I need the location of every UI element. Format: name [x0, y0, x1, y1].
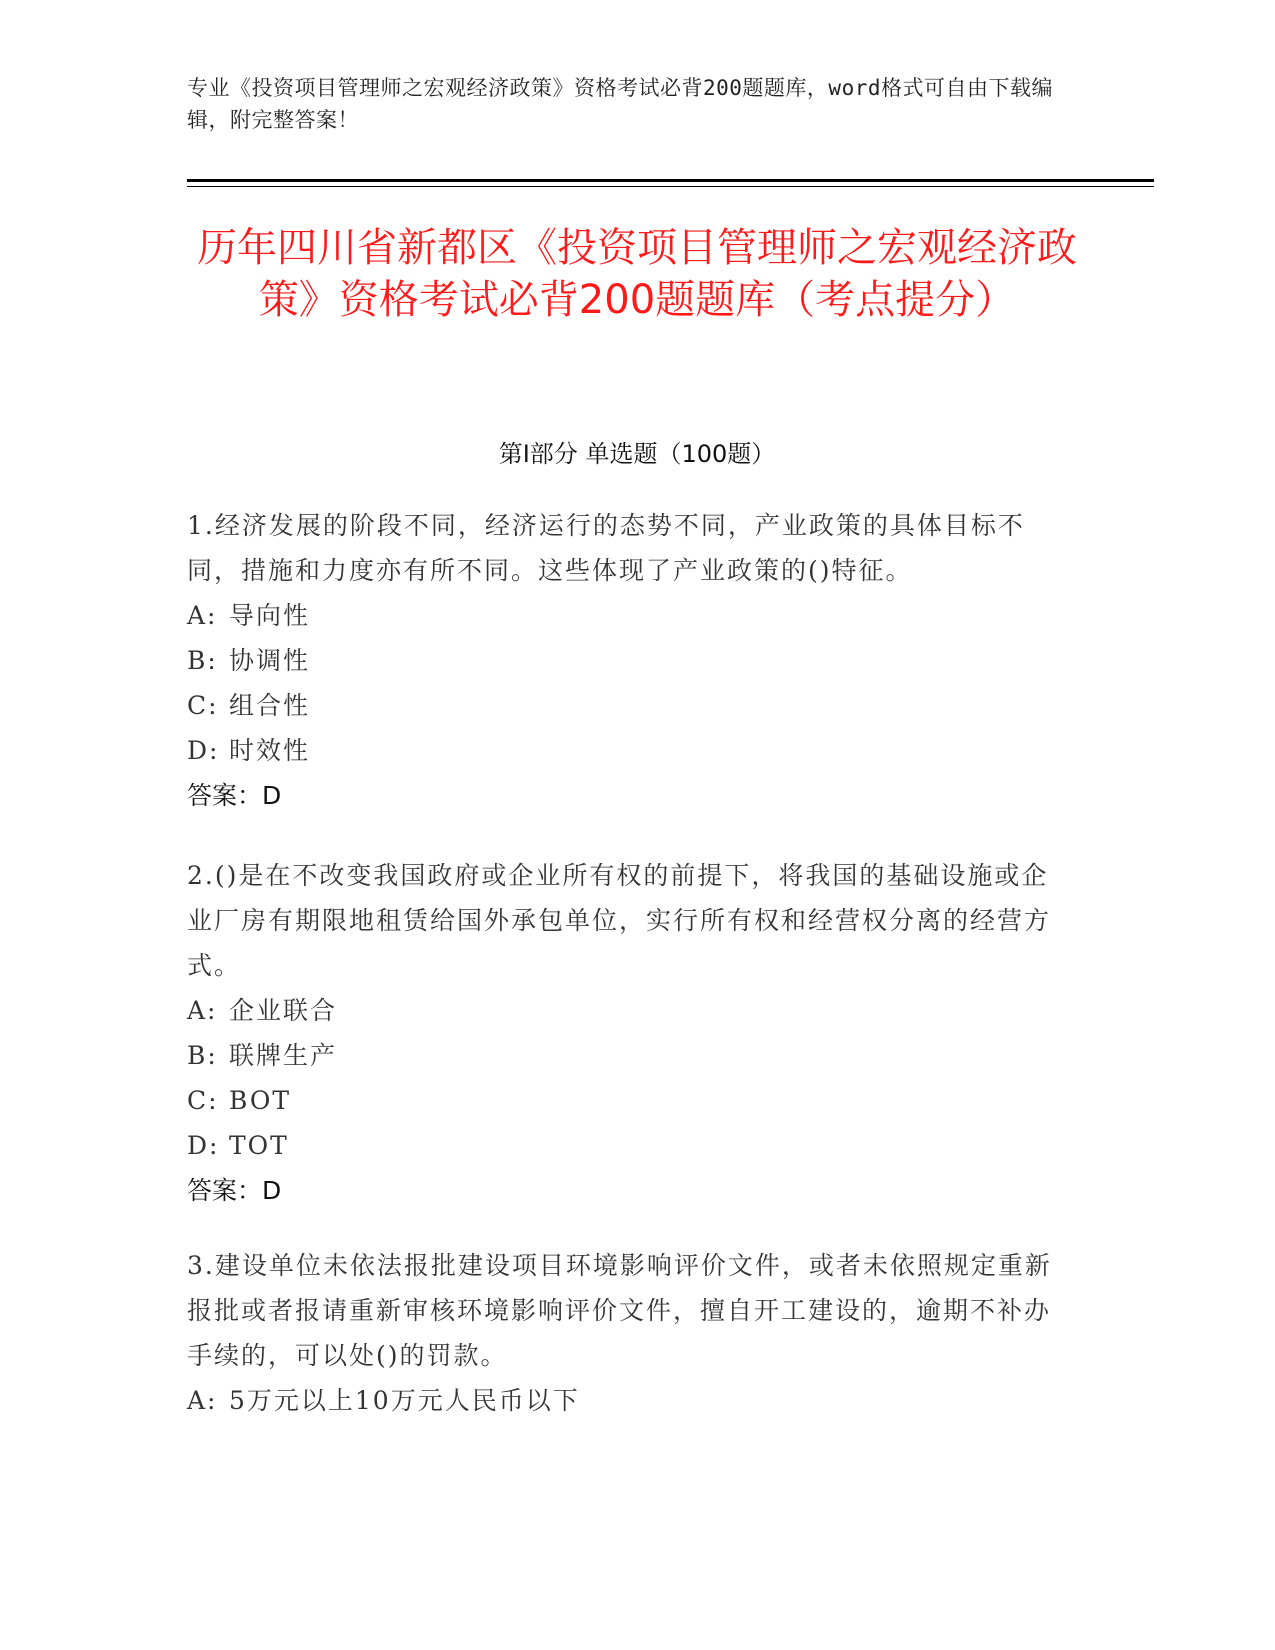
document-header: 专业《投资项目管理师之宏观经济政策》资格考试必背200题题库，word格式可自由下载编辑，附完整答案！ [187, 76, 1053, 132]
option-text: 协调性 [229, 646, 311, 675]
question-1 [187, 503, 1067, 818]
option-a [187, 1378, 1067, 1423]
option-b [187, 1033, 1067, 1078]
option-text: 时效性 [229, 736, 311, 765]
option-a [187, 988, 1067, 1033]
option-b [187, 638, 1067, 683]
option-key: A: [187, 996, 218, 1025]
option-key: B: [187, 646, 218, 675]
option-text: 导向性 [229, 601, 311, 630]
option-key: C: [187, 691, 219, 720]
option-text: 联牌生产 [229, 1041, 338, 1070]
document-title: 历年四川省新都区《投资项目管理师之宏观经济政策》资格考试必背200题题库（考点提分） [197, 225, 1077, 323]
header-divider-thick [187, 179, 1154, 182]
option-key: B: [187, 1041, 218, 1070]
option-text: 组合性 [229, 691, 311, 720]
answer-line: 答案：D [187, 1176, 282, 1205]
option-text: 企业联合 [229, 996, 338, 1025]
question-3 [187, 1243, 1067, 1423]
section-heading: 第I部分 单选题（100题） [498, 440, 776, 468]
option-d [187, 1123, 1067, 1168]
option-c [187, 1078, 1067, 1123]
option-key: A: [187, 1386, 218, 1415]
option-key: D: [187, 736, 220, 765]
question-text: 1.经济发展的阶段不同，经济运行的态势不同，产业政策的具体目标不同，措施和力度亦有所不同。这些体现了产业政策的()特征。 [187, 511, 1025, 585]
option-text: TOT [229, 1131, 289, 1160]
option-key: A: [187, 601, 218, 630]
header-divider-thin [187, 186, 1154, 187]
option-key: D: [187, 1131, 220, 1160]
question-2 [187, 853, 1067, 1213]
answer-line: 答案：D [187, 781, 282, 810]
option-text: 5万元以上10万元人民币以下 [229, 1386, 580, 1415]
option-a [187, 593, 1067, 638]
option-d [187, 728, 1067, 773]
option-key: C: [187, 1086, 219, 1115]
option-c [187, 683, 1067, 728]
question-text: 2.()是在不改变我国政府或企业所有权的前提下，将我国的基础设施或企业厂房有期限地租赁给国外承包单位，实行所有权和经营权分离的经营方式。 [187, 861, 1052, 980]
option-text: BOT [229, 1086, 292, 1115]
question-text: 3.建设单位未依法报批建设项目环境影响评价文件，或者未依照规定重新报批或者报请重新审核环境影响评价文件，擅自开工建设的，逾期不补办手续的，可以处()的罚款。 [187, 1251, 1052, 1370]
